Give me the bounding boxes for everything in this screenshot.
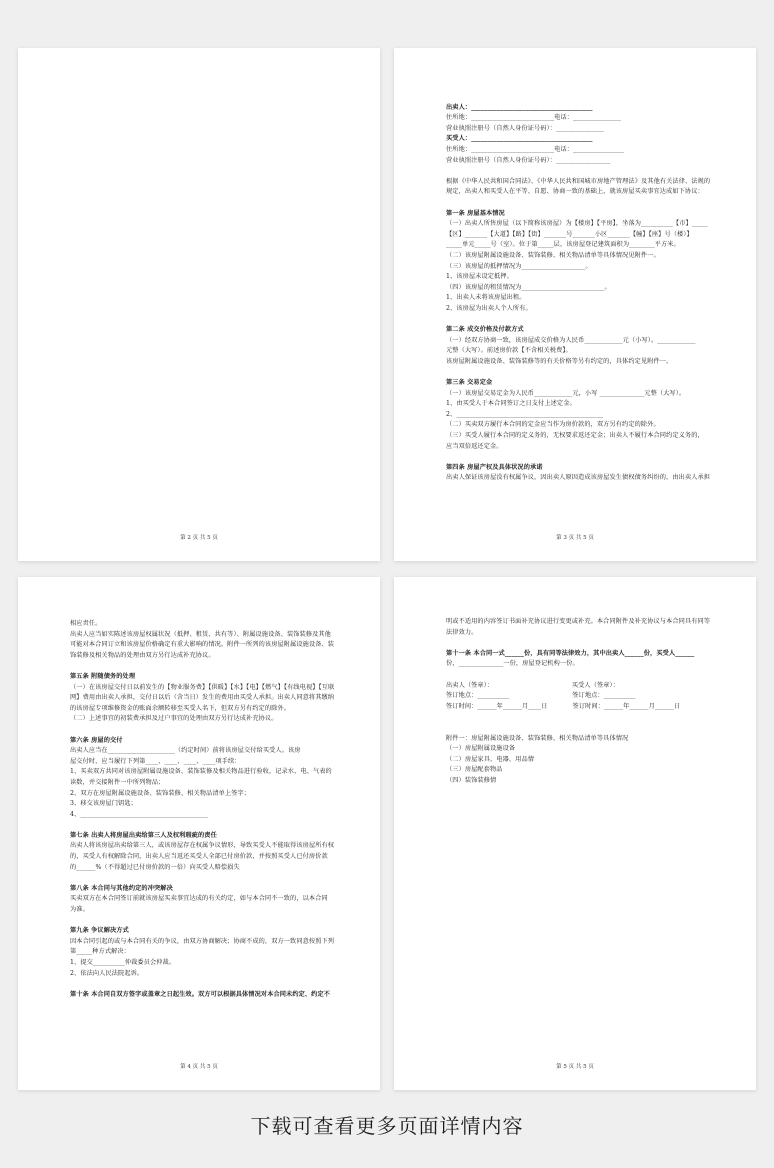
text-line: 2、双方在房屋附属设施设备、装饰装修、相关物品清单上签字； bbox=[70, 789, 251, 797]
text-line: 元整（大写）。前述房价款【不含相关税费】。 bbox=[446, 347, 572, 355]
text-line: 3、移交该房屋门钥匙； bbox=[70, 800, 137, 808]
text-line: 根据《中华人民共和国合同法》、《中华人民共和国城市房地产管理法》及其他有关法律、法规的 bbox=[446, 177, 710, 185]
text-line: （一）在该房屋交付日以前发生的【物业服务费】【供暖】【水】【电】【燃气】【有线电视】【互联 bbox=[70, 683, 334, 691]
document-page-2 bbox=[18, 48, 380, 561]
section-heading: 第五条 附随债务的处理 bbox=[70, 672, 136, 680]
text-line: （一）出卖人所售房屋（以下简称该房屋）为【楼房】【平房】，坐落为__________【市】_____ bbox=[446, 220, 708, 228]
text-line: 附件一：房屋附属设施设备、装饰装修、相关物品清单等具体情况 bbox=[446, 734, 629, 742]
text-line: 网】费用由出卖人承担，交付日以后（含当日）发生的费用由买受人承担。出卖人同意将其缴纳 bbox=[70, 694, 334, 702]
text-line: 出卖人应当如实陈述该房屋权属状况（抵押、租赁、共有等）、附属设施设备、装饰装修及其他 bbox=[70, 630, 331, 638]
text-line: 规定，出卖人和买受人在平等、自愿、协商一致的基础上，就该房屋买卖事宜达成如下协议： bbox=[446, 188, 704, 196]
section-heading: 出卖人：______________________________________ bbox=[446, 103, 593, 111]
text-line: 1、由买受人于本合同签订之日支付上述定金。 bbox=[446, 400, 576, 408]
text-line: 读数，并交接附件一中所列物品； bbox=[70, 778, 165, 786]
text-line: 营业执照注册号（自然人身份证号码）：_________________ bbox=[446, 156, 611, 164]
page-content bbox=[446, 92, 710, 484]
text-line: 屋交付时，应当履行下列第____、____、____、____项手续： bbox=[70, 757, 241, 765]
section-heading: 第三条 交易定金 bbox=[446, 379, 493, 387]
text-line: （一）房屋附属设施设备 bbox=[446, 745, 516, 753]
section-heading: 第一条 房屋基本情况 bbox=[446, 209, 505, 217]
text-line: （三）该房屋的抵押情况为____________________。 bbox=[446, 262, 592, 270]
page-content bbox=[70, 619, 334, 1000]
text-line: 第_____种方式解决： bbox=[70, 948, 130, 956]
spacer bbox=[446, 670, 710, 681]
text-line: 买卖双方在本合同签订前就该房屋买卖事宜达成的有关约定，如与本合同不一致的，以本合同 bbox=[70, 895, 328, 903]
section-heading: 第七条 出卖人将房屋出卖给第三人及权利瑕疵的责任 bbox=[70, 831, 217, 839]
text-line: _____单元_____号（室）。位于第_____层，该房屋登记建筑面积为________平方米。 bbox=[446, 241, 680, 249]
page-footer: 第 2 页 共 5 页 bbox=[180, 535, 218, 541]
text-line: 饰装修及相关物品的处理由双方另行达成补充协议。 bbox=[70, 651, 215, 659]
text-line: 明或不适用的内容签订书面补充协议进行变更或补充。本合同附件及补充协议与本合同具有同等 bbox=[446, 618, 710, 625]
text-line: 应当双倍返还定金。 bbox=[446, 442, 503, 450]
spacer bbox=[446, 166, 710, 177]
text-line: （四）该房屋的租赁情况为__________________________。 bbox=[446, 283, 611, 291]
text-line: 营业执照注册号（自然人身份证号码）：_______________ bbox=[446, 124, 604, 132]
text-line: 2、依法向人民法院起诉。 bbox=[70, 969, 144, 977]
text-line: 1、出卖人未将该房屋出租。 bbox=[446, 294, 526, 302]
page-footer: 第 3 页 共 5 页 bbox=[556, 535, 594, 541]
section-heading: 第十条 本合同自双方签字或盖章之日起生效。双方可以根据具体情况对本合同未约定、约定不 bbox=[70, 990, 331, 998]
text-line: 出卖人将该房屋出卖给第三人，或该房屋存在权属争议情形，导致买受人不能取得该房屋所有权 bbox=[70, 842, 334, 850]
text-line: 1、该房屋未设定抵押。 bbox=[446, 273, 513, 281]
text-line: 签订时间：______年______月____日 签订时间：______年______月______日 bbox=[446, 702, 681, 710]
page-content bbox=[446, 617, 710, 787]
text-line: （二）房屋家具、电器、用品情 bbox=[446, 755, 535, 763]
page-footer: 第 5 页 共 5 页 bbox=[556, 1064, 594, 1070]
text-line: （四）装饰装修情 bbox=[446, 776, 497, 784]
section-heading: 第六条 房屋的交付 bbox=[70, 736, 123, 744]
document-page-4 bbox=[18, 577, 380, 1090]
document-page-5 bbox=[394, 577, 756, 1090]
document-page-3 bbox=[394, 48, 756, 561]
section-heading: 第四条 房屋产权及具体状况的承诺 bbox=[446, 463, 543, 471]
text-line: 的______%（不得超过已付房价款的一倍）向买受人赔偿损失 bbox=[70, 863, 240, 871]
text-line: 该房屋附属设施设备、装饰装修等的有关价格等另有约定的，具体约定见附件一。 bbox=[446, 357, 673, 365]
download-caption[interactable]: 下载可查看更多页面详情内容 bbox=[250, 1114, 524, 1138]
text-line: （三）买受人履行本合同的定义务的，无权要求返还定金；出卖人不履行本合同约定义务的， bbox=[446, 432, 704, 439]
text-line: 出卖人（签章）： 买受人（签章）： bbox=[446, 681, 620, 689]
spacer bbox=[446, 712, 710, 723]
text-line: 出卖人保证该房屋没有权属争议，因出卖人原因造成该房屋发生债权债务纠纷的，由出卖人承担 bbox=[446, 474, 710, 482]
section-heading: 第九条 争议解决方式 bbox=[70, 927, 129, 935]
section-heading: 第二条 成交价格及付款方式 bbox=[446, 326, 524, 334]
text-line: 2、该房屋为出卖人个人所有。 bbox=[446, 304, 532, 312]
text-line: 1、买卖双方共同对该房屋附属设施设备、装饰装修及相关物品进行验收，记录水、电、气表的 bbox=[70, 768, 332, 776]
text-line: 住所地：__________________________电话：________________ bbox=[446, 145, 625, 153]
text-line: 的，买受人有权解除合同，出卖人应当返还买受人全部已付房价款，并按照买受人已付房价款 bbox=[70, 853, 328, 861]
text-line: （二）上述事宜的初装费承担及过户事宜的处理由双方另行达成补充协议。 bbox=[70, 715, 278, 723]
section-heading: 买受人：______________________________________ bbox=[446, 135, 593, 143]
text-line: 份，______________一份，房屋登记机构一份。 bbox=[446, 660, 579, 668]
text-line: （二）买卖双方履行本合同的定金应当作为房价款的，双方另有约定的除外。 bbox=[446, 421, 660, 429]
text-line: 因本合同引起的或与本合同有关的争议，由双方协商解决；协商不成的，双方一致同意按照下列 bbox=[70, 937, 334, 945]
text-line: 法律效力。 bbox=[446, 628, 478, 636]
text-line: 2、______________________________________________ bbox=[446, 410, 604, 418]
text-line: 的该房屋专项维修资金的账面余额转移至买受人名下，但双方另有约定的除外。 bbox=[70, 704, 291, 712]
text-line: （一）经双方协商一致，该房屋成交价格为人民币____________元（小写）。____________ bbox=[446, 336, 696, 344]
text-line: 签订地点：__________ 签订地点：__________ bbox=[446, 692, 636, 700]
text-line: 1、提交__________仲裁委员会仲裁。 bbox=[70, 959, 176, 966]
text-line: （二）该房屋附属设施设备、装饰装修、相关物品清单等具体情况见附件一。 bbox=[446, 251, 660, 259]
section-heading: 第八条 本合同与其他约定的冲突解决 bbox=[70, 884, 173, 892]
section-heading: 第十一条 本合同一式______份，具有同等法律效力，其中出卖人______份，买受人______ bbox=[446, 649, 695, 657]
page-footer: 第 4 页 共 5 页 bbox=[180, 1064, 218, 1070]
text-line: 为准。 bbox=[70, 906, 89, 914]
text-line: 可能对本合同订立和该房屋价格确定有重大影响的情况。附件一所列的该房屋附属设施设备、装 bbox=[70, 641, 334, 649]
text-line: （三）房屋配套物品 bbox=[446, 766, 503, 774]
text-line: （一）该房屋交易定金为人民币____________元，小写 ______________元整（大写）。 bbox=[446, 389, 686, 397]
text-line: 【区】_______【大道】【路】【街】_______号_______小区_______【幢】【座】号（楼）】 bbox=[446, 230, 693, 238]
text-line: 住所地：__________________________电话：_______________ bbox=[446, 114, 621, 122]
text-line: 4、________________________________________ bbox=[70, 810, 209, 818]
text-line: 出卖人应当在_____________________（约定时间）前将该房屋交付给买受人。该房 bbox=[70, 747, 301, 755]
spacer bbox=[446, 723, 710, 734]
text-line: 相应责任。 bbox=[70, 620, 102, 627]
